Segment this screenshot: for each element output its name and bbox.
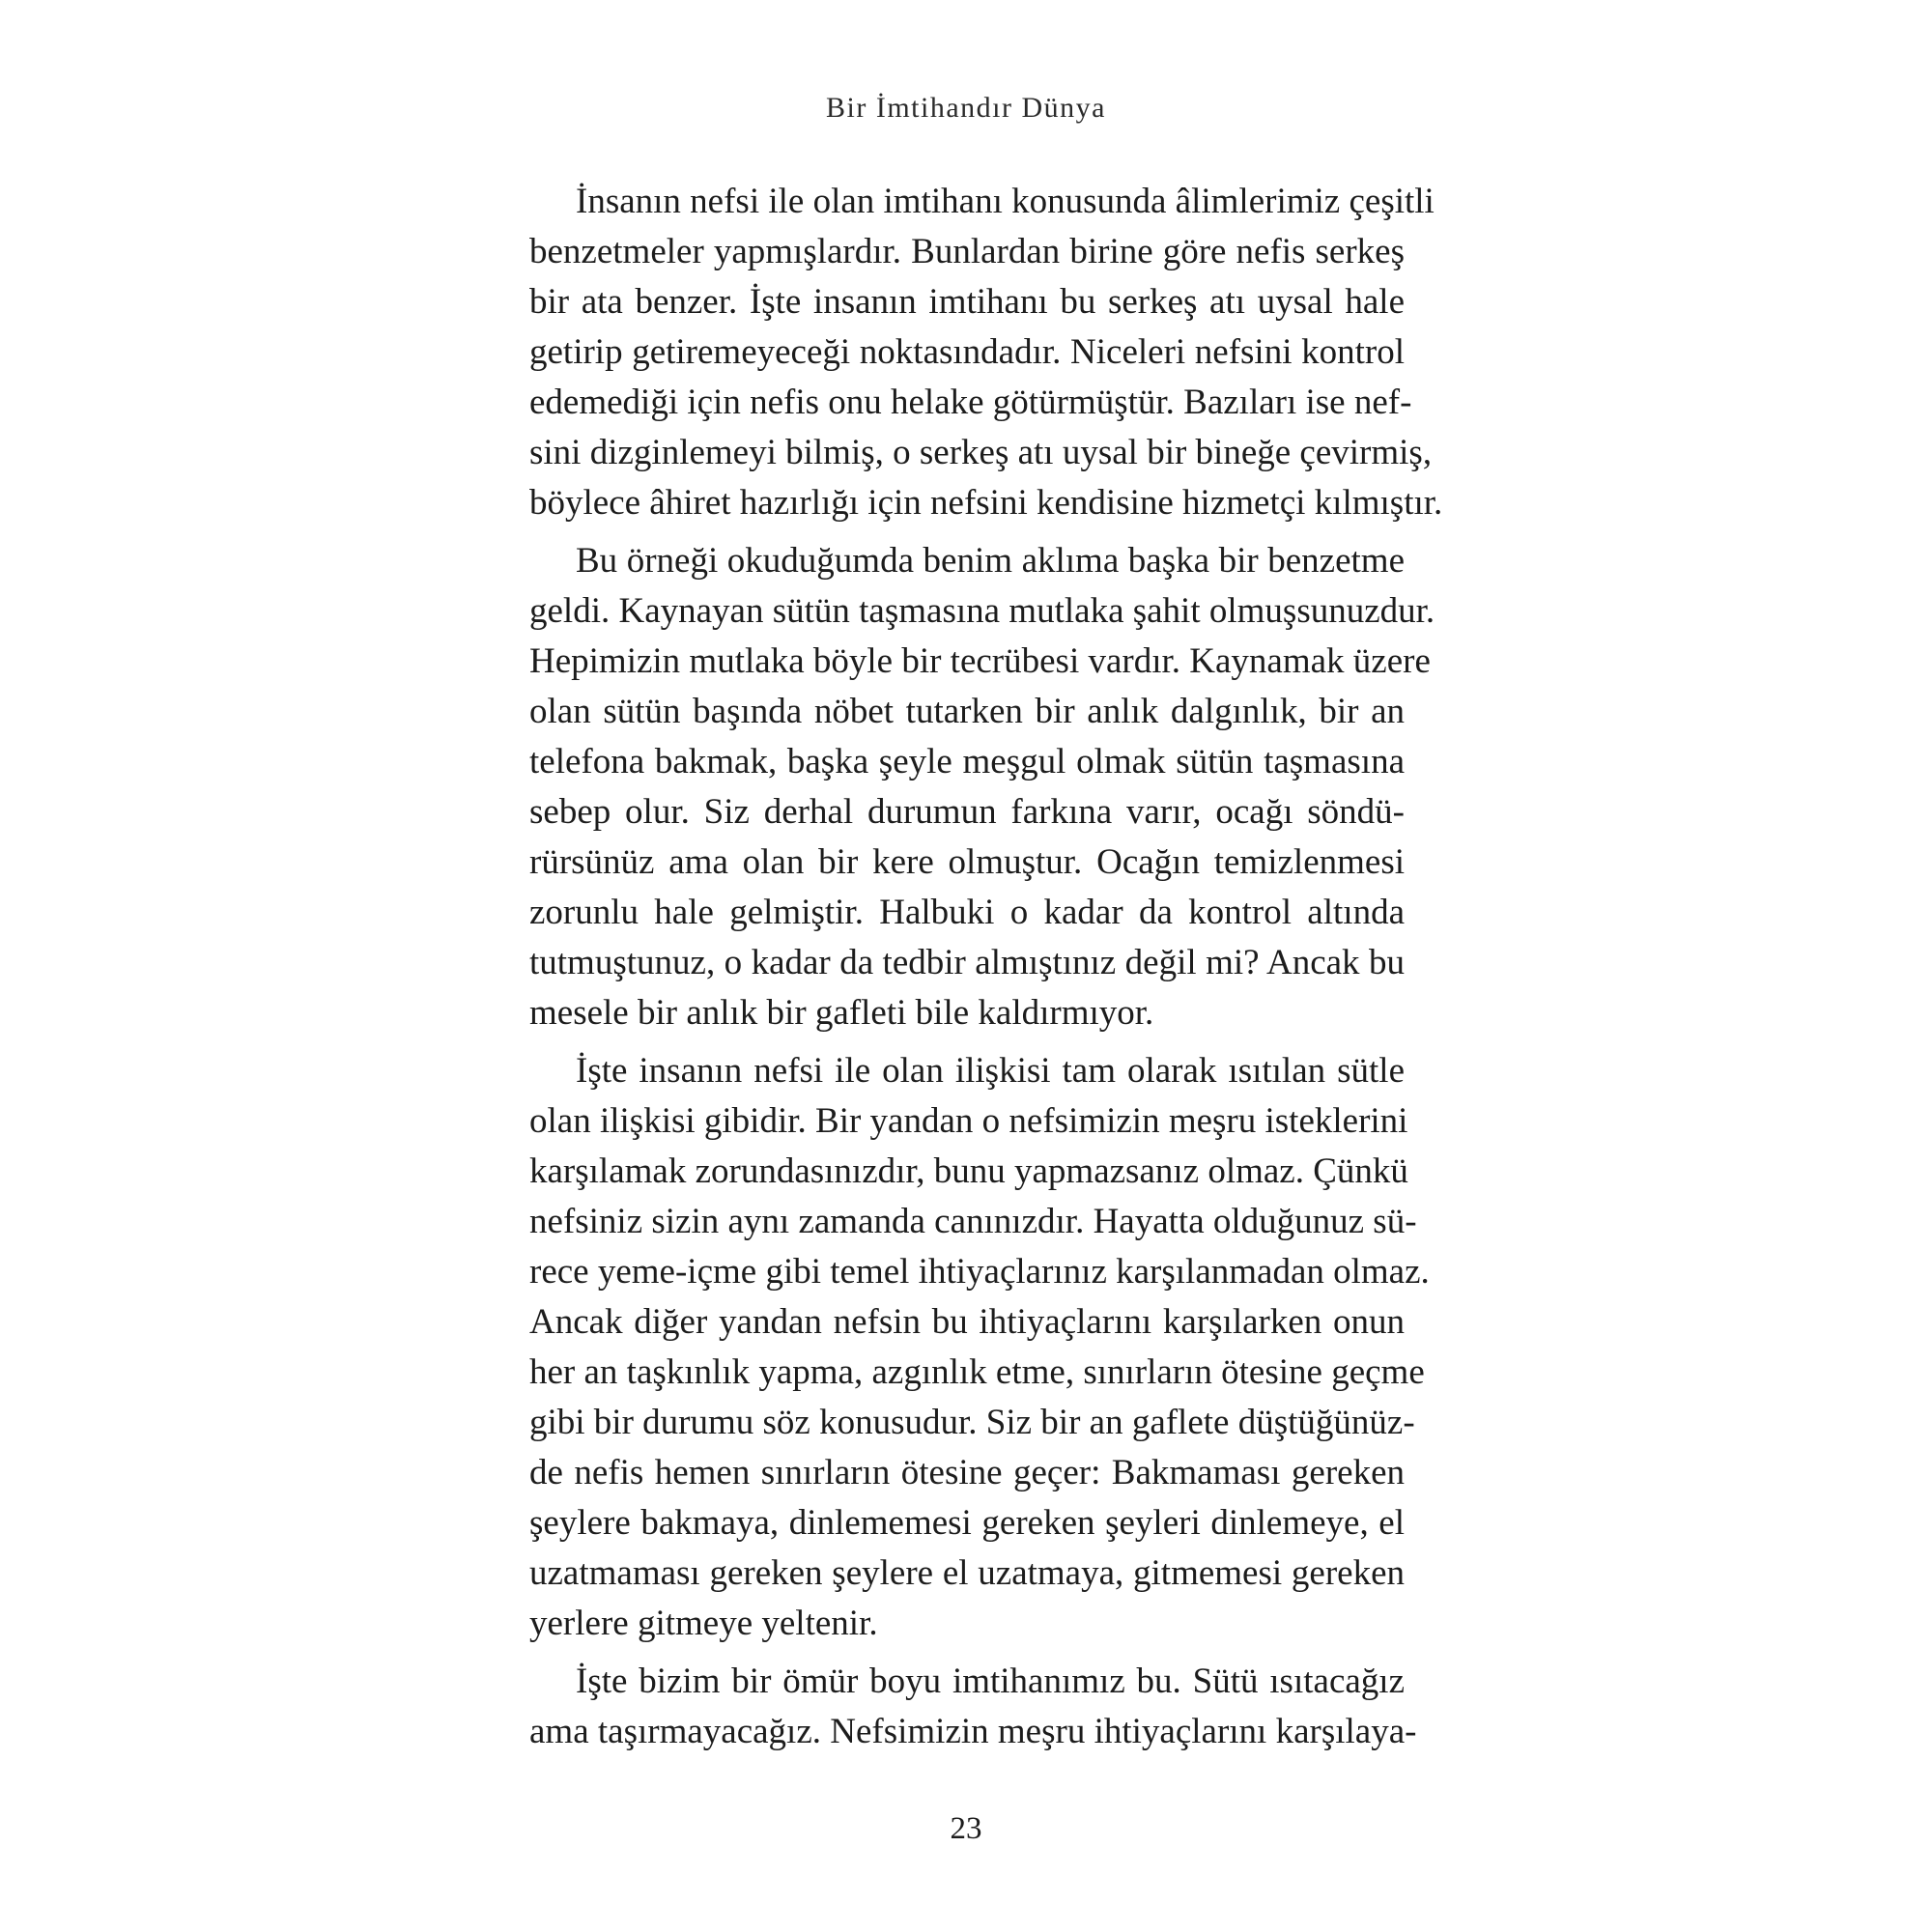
text-line: de nefis hemen sınırların ötesine geçer: Bakmaması gereken bbox=[529, 1453, 1405, 1492]
text-line: Hepimizin mutlaka böyle bir tecrübesi vardır. Kaynamak üzere bbox=[529, 641, 1431, 681]
text-line: nefsiniz sizin aynı zamanda canınızdır. Hayatta olduğunuz sü- bbox=[529, 1202, 1417, 1241]
paragraph-1 bbox=[529, 177, 1443, 528]
text-line: tutmuştunuz, o kadar da tedbir almıştınız değil mi? Ancak bu bbox=[529, 943, 1405, 982]
text-line: şeylere bakmaya, dinlememesi gereken şeyleri dinlemeye, el bbox=[529, 1503, 1405, 1543]
text-line: geldi. Kaynayan sütün taşmasına mutlaka şahit olmuşsunuzdur. bbox=[529, 591, 1435, 631]
text-line: Ancak diğer yandan nefsin bu ihtiyaçlarını karşılarken onun bbox=[529, 1302, 1405, 1342]
text-line: zorunlu hale gelmiştir. Halbuki o kadar da kontrol altında bbox=[529, 893, 1405, 932]
text-line: getirip getiremeyeceği noktasındadır. Niceleri nefsini kontrol bbox=[529, 332, 1405, 372]
text-line: sini dizginlemeyi bilmiş, o serkeş atı uysal bir bineğe çevirmiş, bbox=[529, 433, 1433, 472]
text-line: ama taşırmayacağız. Nefsimizin meşru ihtiyaçlarını karşılaya- bbox=[529, 1712, 1417, 1751]
text-line: mesele bir anlık bir gafleti bile kaldırmıyor. bbox=[529, 993, 1154, 1033]
text-line: İşte bizim bir ömür boyu imtihanımız bu. Sütü ısıtacağız bbox=[576, 1662, 1405, 1701]
text-line: olan sütün başında nöbet tutarken bir anlık dalgınlık, bir an bbox=[529, 692, 1405, 731]
body-text bbox=[529, 177, 1443, 1765]
text-line: uzatmaması gereken şeylere el uzatmaya, gitmemesi gereken bbox=[529, 1553, 1405, 1593]
paragraph-3 bbox=[529, 1046, 1430, 1649]
text-line: edemediği için nefis onu helake götürmüştür. Bazıları ise nef- bbox=[529, 383, 1412, 422]
text-line: yerlere gitmeye yeltenir. bbox=[529, 1604, 878, 1643]
text-line: rece yeme-içme gibi temel ihtiyaçlarınız karşılanmadan olmaz. bbox=[529, 1252, 1430, 1292]
text-line: karşılamak zorundasınızdır, bunu yapmazsanız olmaz. Çünkü bbox=[529, 1151, 1408, 1191]
text-line: sebep olur. Siz derhal durumun farkına varır, ocağı söndü- bbox=[529, 792, 1405, 832]
text-line: rürsünüz ama olan bir kere olmuştur. Ocağın temizlenmesi bbox=[529, 842, 1405, 882]
text-line: İşte insanın nefsi ile olan ilişkisi tam olarak ısıtılan sütle bbox=[576, 1051, 1405, 1091]
text-line: böylece âhiret hazırlığı için nefsini kendisine hizmetçi kılmıştır. bbox=[529, 483, 1443, 523]
text-line: olan ilişkisi gibidir. Bir yandan o nefsimizin meşru isteklerini bbox=[529, 1101, 1408, 1141]
paragraph-2 bbox=[529, 536, 1435, 1038]
text-line: benzetmeler yapmışlardır. Bunlardan birine göre nefis serkeş bbox=[529, 232, 1405, 271]
text-line: bir ata benzer. İşte insanın imtihanı bu serkeş atı uysal hale bbox=[529, 282, 1405, 322]
running-header: Bir İmtihandır Dünya bbox=[826, 92, 1106, 124]
text-line: İnsanın nefsi ile olan imtihanı konusunda âlimlerimiz çeşitli bbox=[576, 182, 1435, 221]
text-line: telefona bakmak, başka şeyle meşgul olmak sütün taşmasına bbox=[529, 742, 1405, 781]
text-line: Bu örneği okuduğumda benim aklıma başka bir benzetme bbox=[576, 541, 1405, 581]
text-line: her an taşkınlık yapma, azgınlık etme, sınırların ötesine geçme bbox=[529, 1352, 1425, 1392]
paragraph-4 bbox=[529, 1657, 1417, 1757]
page-number: 23 bbox=[950, 1811, 982, 1846]
text-line: gibi bir durumu söz konusudur. Siz bir an gaflete düştüğünüz- bbox=[529, 1403, 1415, 1442]
